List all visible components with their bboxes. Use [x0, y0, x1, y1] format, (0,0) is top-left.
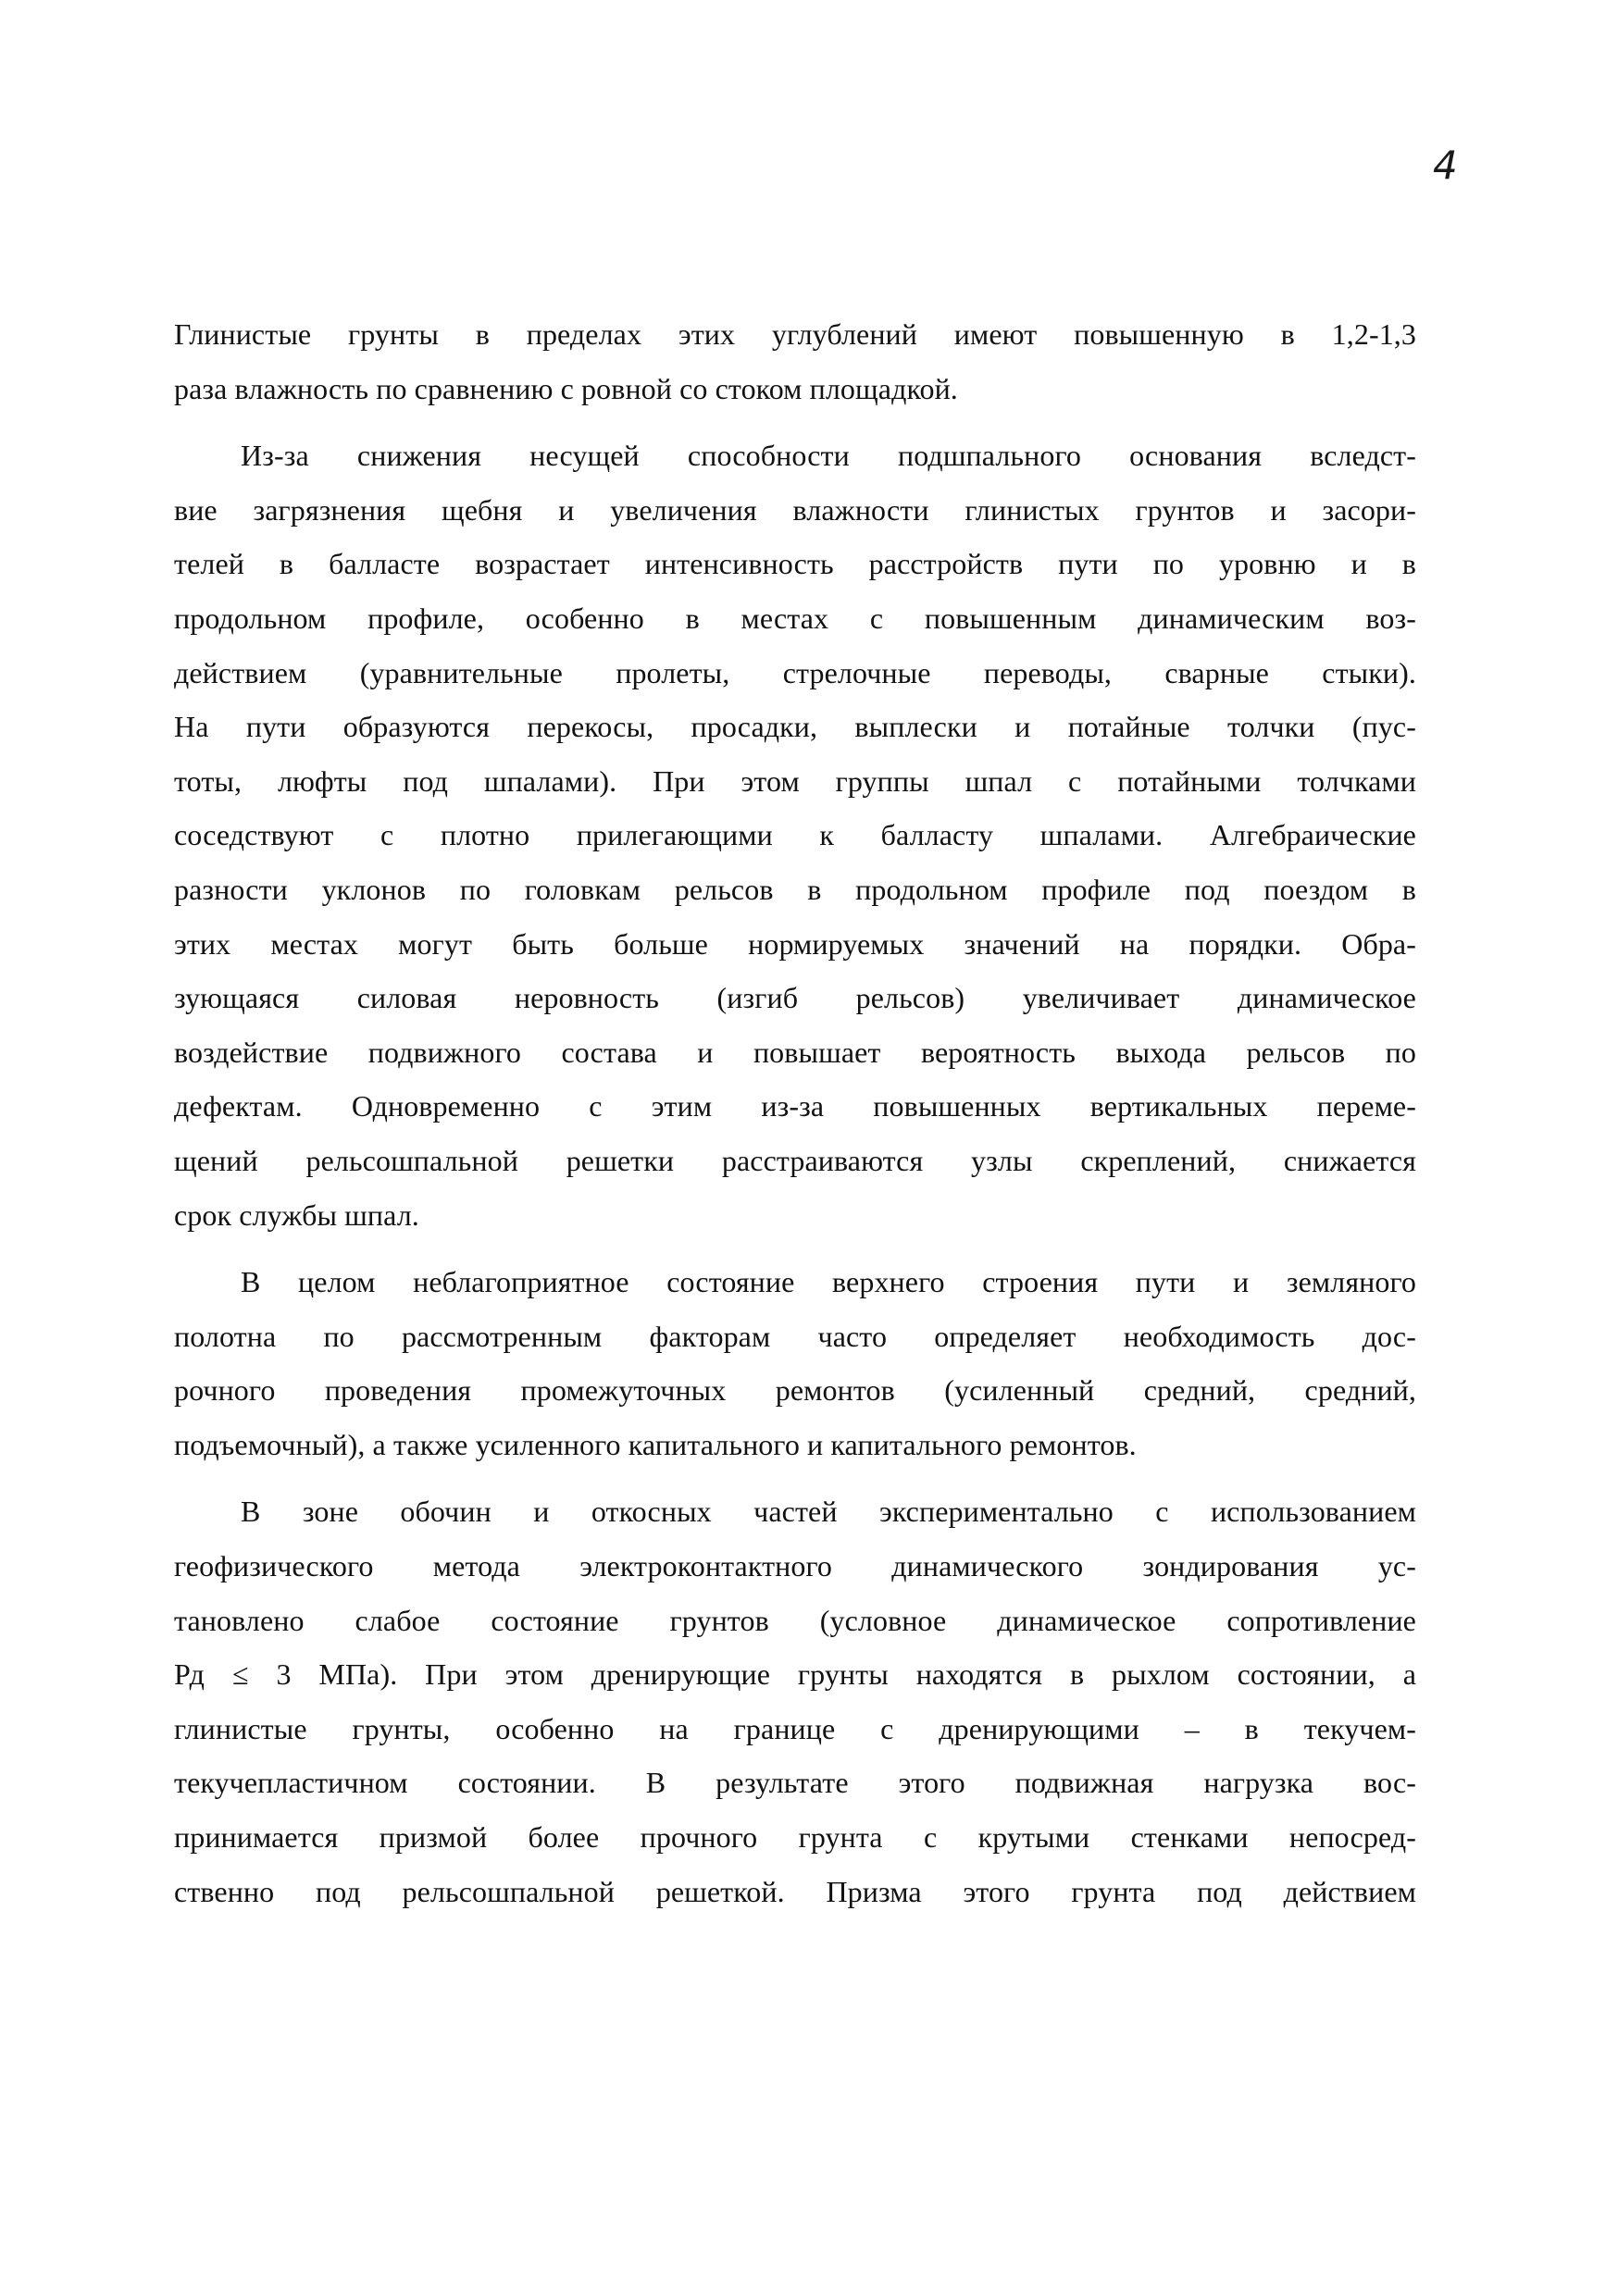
text-line: Из-за снижения несущей способности подшпального основания вследст- [241, 439, 1416, 473]
text-line: В зоне обочин и откосных частей экспериментально с использованием [241, 1495, 1416, 1529]
text-line: тоты, люфты под шпалами). При этом группы шпал с потайными толчками [174, 763, 1416, 798]
text-line: Рд ≤ 3 МПа). При этом дренирующие грунты находятся в рыхлом состоянии, а [174, 1657, 1416, 1692]
text-line: щений рельсошпальной решетки расстраиваются узлы скреплений, снижается [174, 1143, 1416, 1177]
paragraph [174, 428, 1416, 1242]
text-line: полотна по рассмотренным факторам часто определяет необходимость дос- [174, 1319, 1416, 1353]
paragraph [174, 1255, 1416, 1471]
text-line: вие загрязнения щебня и увеличения влажности глинистых грунтов и засори- [174, 492, 1416, 527]
text-line: В целом неблагоприятное состояние верхнего строения пути и земляного [241, 1265, 1416, 1299]
text-line: дефектам. Одновременно с этим из-за повышенных вертикальных переме- [174, 1089, 1416, 1123]
text-line: срок службы шпал. [174, 1198, 419, 1232]
text-line: текучепластичном состоянии. В результате этого подвижная нагрузка вос- [174, 1766, 1416, 1800]
text-line: ственно под рельсошпальной решеткой. Призма этого грунта под действием [174, 1874, 1416, 1908]
text-line: разности уклонов по головкам рельсов в продольном профиле под поездом в [174, 872, 1416, 906]
text-line: продольном профиле, особенно в местах с повышенным динамическим воз- [174, 601, 1416, 635]
text-line: действием (уравнительные пролеты, стрелочные переводы, сварные стыки). [174, 655, 1416, 689]
paragraph [174, 1484, 1416, 1918]
text-line: этих местах могут быть больше нормируемых значений на порядки. Обра- [174, 926, 1416, 961]
text-line: воздействие подвижного состава и повышает вероятность выхода рельсов по [174, 1035, 1416, 1069]
text-line: геофизического метода электроконтактного динамического зондирования ус- [174, 1549, 1416, 1583]
text-line: Глинистые грунты в пределах этих углублений имеют повышенную в 1,2-1,3 [174, 317, 1416, 351]
paragraph [174, 307, 1416, 416]
text-line: раза влажность по сравнению с ровной со стоком площадкой. [174, 371, 958, 405]
text-line: телей в балласте возрастает интенсивность расстройств пути по уровню и в [174, 547, 1416, 581]
text-line: подъемочный), а также усиленного капитального и капитального ремонтов. [174, 1427, 1137, 1461]
text-line: глинистые грунты, особенно на границе с дренирующими – в текучем- [174, 1711, 1416, 1745]
text-line: соседствуют с плотно прилегающими к балласту шпалами. Алгебраические [174, 818, 1416, 852]
body-text [174, 307, 1416, 1918]
text-line: тановлено слабое состояние грунтов (условное динамическое сопротивление [174, 1603, 1416, 1637]
text-line: зующаяся силовая неровность (изгиб рельсов) увеличивает динамическое [174, 981, 1416, 1015]
page-number: 4 [1433, 143, 1458, 188]
text-line: рочного проведения промежуточных ремонтов (усиленный средний, средний, [174, 1373, 1416, 1408]
text-line: принимается призмой более прочного грунта с крутыми стенками непосред- [174, 1820, 1416, 1855]
text-line: На пути образуются перекосы, просадки, выплески и потайные толчки (пус- [174, 710, 1416, 744]
